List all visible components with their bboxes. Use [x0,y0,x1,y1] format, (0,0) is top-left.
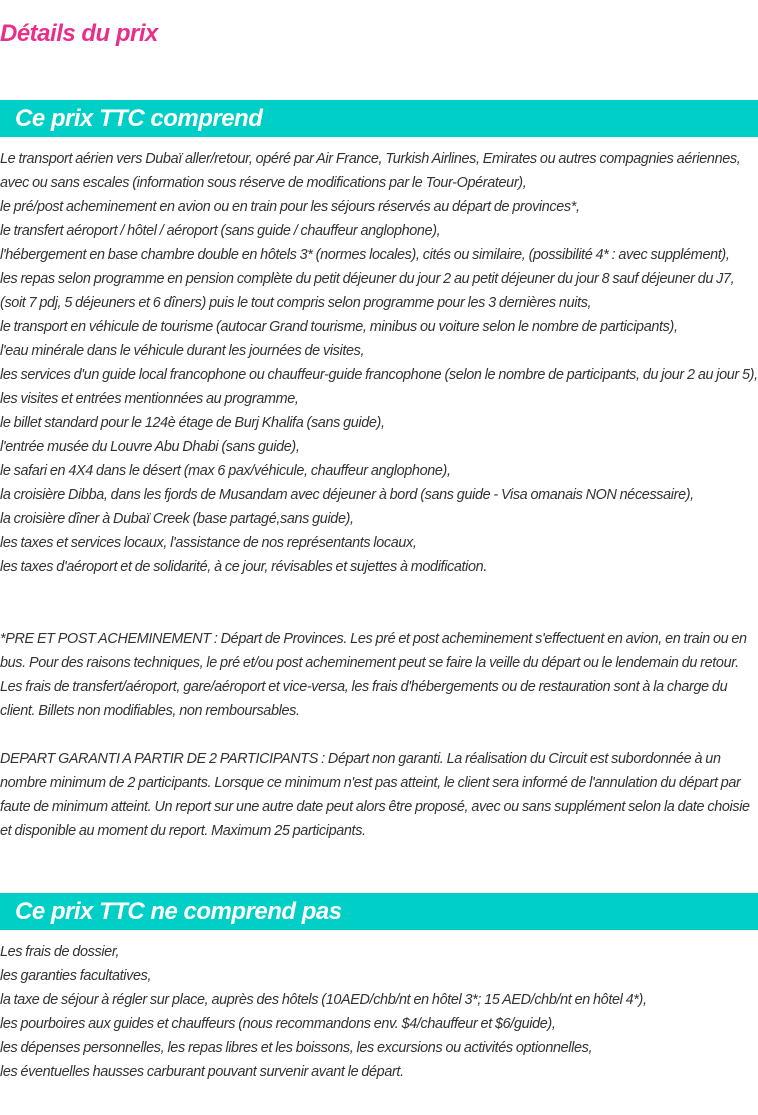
list-item: la croisière dîner à Dubaï Creek (base partagé,sans guide), [0,511,354,527]
list-item: la taxe de séjour à régler sur place, auprès des hôtels (10AED/chb/nt en hôtel 3*; 15 AED/chb/nt en hôtel 4*), [0,992,647,1008]
list-item: les repas selon programme en pension complète du petit déjeuner du jour 2 au petit déjeuner du jour 8 sauf déjeuner du J7, (soit 7 pdj, 5 déjeuners et 6 dîners) puis le tout compris selon programme pour les 3 dernières nuits, [0,271,735,311]
depart-garanti-note-text: DEPART GARANTI A PARTIR DE 2 PARTICIPANTS : Départ non garanti. La réalisation du Circuit est subordonnée à un nombre minimum de 2 participants. Lorsque ce minimum n'est pas atteint, le client sera informé de l'annulation du départ par faute de minimum atteint. Un report sur une autre date peut alors être proposé, avec ou sans supplément selon la date choisie et disponible au moment du report. Maximum 25 participants. [0,751,750,839]
list-item: les visites et entrées mentionnées au programme, [0,391,299,407]
excludes-heading: Ce prix TTC ne comprend pas [15,898,342,925]
includes-list [0,147,758,579]
list-item: Le transport aérien vers Dubaï aller/retour, opéré par Air France, Turkish Airlines, Emirates ou autres compagnies aériennes, avec ou sans escales (information sous réserve de modifications par le Tour-Opérateur), [0,151,741,191]
list-item: l'entrée musée du Louvre Abu Dhabi (sans guide), [0,439,300,455]
list-item: les taxes d'aéroport et de solidarité, à ce jour, révisables et sujettes à modification. [0,559,487,575]
excludes-section-header [0,893,758,930]
list-item: les éventuelles hausses carburant pouvant survenir avant le départ. [0,1064,404,1080]
list-item: le pré/post acheminement en avion ou en train pour les séjours réservés au départ de provinces*, [0,199,580,215]
includes-heading: Ce prix TTC comprend [15,105,263,132]
list-item: le safari en 4X4 dans le désert (max 6 pax/véhicule, chauffeur anglophone), [0,463,451,479]
pre-post-note-text: *PRE ET POST ACHEMINEMENT : Départ de Provinces. Les pré et post acheminement s'effectuent en avion, en train ou en bus. Pour des raisons techniques, le pré et/ou post acheminement peut se faire la veille du départ ou le lendemain du retour. Les frais de transfert/aéroport, gare/aéroport et vice-versa, les frais d'hébergements ou de restauration sont à la charge du client. Billets non modifiables, non remboursables. [0,631,747,719]
list-item: les taxes et services locaux, l'assistance de nos représentants locaux, [0,535,417,551]
list-item: Les frais de dossier, [0,944,120,960]
pre-post-note [0,627,758,723]
list-item: l'hébergement en base chambre double en hôtels 3* (normes locales), cités ou similaire, (possibilité 4* : avec supplément), [0,247,730,263]
list-item: les dépenses personnelles, les repas libres et les boissons, les excursions ou activités optionnelles, [0,1040,593,1056]
includes-section-header [0,100,758,137]
list-item: les garanties facultatives, [0,968,152,984]
list-item: la croisière Dibba, dans les fjords de Musandam avec déjeuner à bord (sans guide - Visa omanais NON nécessaire), [0,487,694,503]
page-title: Détails du prix [0,20,158,47]
excludes-list [0,940,758,1084]
list-item: le billet standard pour le 124è étage de Burj Khalifa (sans guide), [0,415,385,431]
list-item: les services d'un guide local francophone ou chauffeur-guide francophone (selon le nombre de participants, du jour 2 au jour 5), [0,367,758,383]
depart-garanti-note [0,747,758,843]
list-item: le transfert aéroport / hôtel / aéroport (sans guide / chauffeur anglophone), [0,223,441,239]
list-item: l'eau minérale dans le véhicule durant les journées de visites, [0,343,365,359]
list-item: les pourboires aux guides et chauffeurs (nous recommandons env. $4/chauffeur et $6/guide), [0,1016,556,1032]
list-item: le transport en véhicule de tourisme (autocar Grand tourisme, minibus ou voiture selon le nombre de participants), [0,319,678,335]
